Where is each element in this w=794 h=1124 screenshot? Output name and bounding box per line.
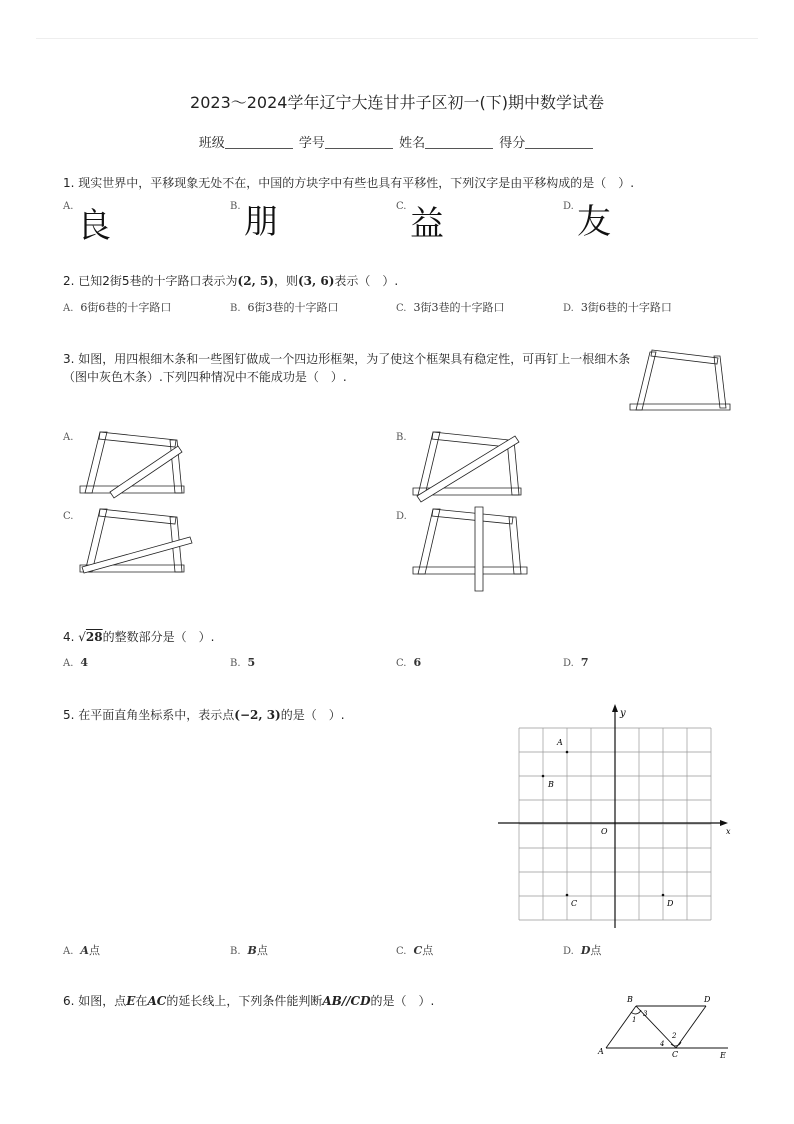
top-rule — [36, 38, 758, 39]
q6-text-a: 6. 如图，点 — [63, 994, 127, 1008]
option-label: B. — [230, 946, 241, 957]
angle-2-label: 2 — [672, 1032, 677, 1040]
option-label: D. — [563, 946, 574, 957]
page-title: 2023～2024学年辽宁大连甘井子区初一(下)期中数学试卷 — [190, 93, 604, 112]
option-text: 5 — [247, 656, 256, 669]
option-label: B. — [230, 201, 241, 212]
q1-option-b[interactable] — [230, 198, 278, 242]
q5-point: (−2, 3) — [234, 708, 281, 722]
q3-figure-b[interactable] — [411, 428, 526, 506]
point-b-label: B — [548, 780, 554, 789]
angle-1-label: 1 — [632, 1016, 637, 1024]
option-suffix: 点 — [422, 944, 434, 957]
q3-label-b[interactable]: B. — [396, 432, 407, 443]
q2-option-d[interactable] — [563, 299, 672, 315]
q3-label-d[interactable]: D. — [396, 511, 407, 522]
point-c — [566, 894, 569, 897]
q3-text-line2: （图中灰色木条）.下列四种情况中不能成功是（ ）. — [63, 370, 347, 384]
option-var: D — [580, 944, 591, 957]
q3-text-line1: 3. 如图，用四根细木条和一些图钉做成一个四边形框架，为了使这个框架具有稳定性，可再钉上一根细木条 — [63, 352, 631, 366]
student-no-blank[interactable] — [325, 136, 393, 149]
q5-option-d[interactable] — [563, 942, 601, 958]
option-text: 4 — [80, 656, 89, 669]
option-var: B — [247, 944, 257, 957]
option-text: 3街3巷的十字路口 — [413, 301, 505, 314]
q4-radicand: 28 — [85, 630, 103, 644]
q5-option-b[interactable] — [230, 942, 268, 958]
q1-text: 1. 现实世界中，平移现象无处不在，中国的方块字中有些也具有平移性，下列汉字是由平移构成的是（ ）. — [63, 176, 635, 190]
q6-text-c: 的延长线上，下列条件能判断 — [166, 994, 323, 1008]
q6-text-b: 在 — [135, 994, 148, 1008]
point-d — [662, 894, 665, 897]
q3-figure-a[interactable] — [78, 428, 188, 503]
point-d-label: D — [667, 899, 674, 908]
option-char: 益 — [410, 204, 444, 244]
option-label: C. — [396, 658, 407, 669]
line-cd — [676, 1006, 706, 1048]
option-char: 良 — [77, 206, 111, 246]
origin-label: O — [601, 827, 608, 836]
q5-text-a: 5. 在平面直角坐标系中，表示点 — [63, 708, 235, 722]
label-b: B — [627, 995, 633, 1004]
label-d: D — [704, 995, 711, 1004]
x-axis-arrow — [720, 820, 728, 826]
q4-text-b: 的整数部分是（ ）. — [102, 630, 215, 644]
label-a: A — [598, 1047, 604, 1056]
option-label: D. — [563, 658, 574, 669]
q4-option-c[interactable] — [396, 656, 421, 669]
y-axis-arrow — [612, 704, 618, 712]
q2-text-c: 表示（ ）. — [334, 274, 399, 288]
q2-point-1: (2, 5) — [237, 274, 274, 288]
q6-figure — [594, 992, 734, 1064]
q2-text-a: 2. 已知2街5巷的十字路口表示为 — [63, 274, 238, 288]
q2-text-b: ，则 — [273, 274, 298, 288]
q4-text — [63, 628, 214, 646]
q2-option-b[interactable] — [230, 299, 339, 315]
option-label: A. — [63, 946, 74, 957]
q2-point-2: (3, 6) — [297, 274, 335, 288]
q3-label-a[interactable]: A. — [63, 432, 74, 443]
option-label: B. — [230, 303, 241, 314]
x-axis-label: x — [726, 827, 731, 836]
label-e: E — [720, 1051, 726, 1060]
student-info — [0, 132, 794, 151]
q6-var-abcd: AB//CD — [322, 994, 371, 1008]
option-label: C. — [396, 201, 407, 212]
q1-option-d[interactable] — [563, 198, 611, 242]
option-label: A. — [63, 201, 74, 212]
class-blank[interactable] — [225, 136, 293, 149]
option-label: D. — [563, 303, 574, 314]
q5-option-a[interactable] — [63, 942, 100, 958]
line-bc — [636, 1006, 676, 1048]
sqrt-sign: √ — [78, 630, 86, 644]
q4-option-d[interactable] — [563, 656, 589, 669]
point-a — [566, 751, 569, 754]
q2-text — [63, 272, 398, 290]
q3-label-c[interactable]: C. — [63, 511, 74, 522]
angle-3-label: 3 — [643, 1010, 648, 1018]
q2-option-a[interactable] — [63, 299, 171, 315]
option-label: B. — [230, 658, 241, 669]
option-char: 友 — [577, 202, 611, 242]
option-suffix: 点 — [256, 944, 268, 957]
option-text: 6 — [413, 656, 422, 669]
name-label: 姓名 — [399, 136, 426, 151]
name-blank[interactable] — [425, 136, 493, 149]
q6-var-ac: AC — [147, 994, 167, 1008]
score-label: 得分 — [499, 136, 526, 151]
q4-option-a[interactable] — [63, 656, 88, 669]
y-axis-label: y — [620, 708, 626, 719]
option-label: A. — [63, 658, 74, 669]
point-b — [542, 775, 545, 778]
option-char: 朋 — [244, 202, 278, 242]
label-c: C — [672, 1050, 679, 1059]
q5-coordinate-grid — [498, 704, 734, 930]
q3-figure-d[interactable] — [411, 505, 531, 595]
option-suffix: 点 — [590, 944, 602, 957]
option-text: 7 — [580, 656, 589, 669]
q4-option-b[interactable] — [230, 656, 255, 669]
option-text: 6街6巷的十字路口 — [80, 301, 172, 314]
option-text: 3街6巷的十字路口 — [580, 301, 672, 314]
q1-option-c[interactable] — [396, 198, 444, 244]
option-label: D. — [563, 201, 574, 212]
q5-option-c[interactable] — [396, 942, 433, 958]
option-var: A — [80, 944, 89, 957]
option-suffix: 点 — [88, 944, 100, 957]
q3-main-figure — [630, 348, 735, 418]
option-var: C — [413, 944, 423, 957]
q5-text-b: 的是（ ）. — [280, 708, 345, 722]
q2-option-c[interactable] — [396, 299, 504, 315]
option-label: C. — [396, 303, 407, 314]
q5-text — [63, 706, 345, 724]
option-text: 6街3巷的十字路口 — [247, 301, 339, 314]
option-label: A. — [63, 303, 74, 314]
q6-text-d: 的是（ ）. — [370, 994, 435, 1008]
score-blank[interactable] — [525, 136, 593, 149]
point-c-label: C — [571, 899, 578, 908]
q4-text-a: 4. — [63, 630, 79, 644]
q3-figure-c[interactable] — [78, 505, 198, 580]
q6-var-e: E — [126, 994, 136, 1008]
class-label: 班级 — [198, 136, 225, 151]
point-a-label: A — [557, 738, 563, 747]
student-no-label: 学号 — [298, 136, 325, 151]
angle-4-label: 4 — [660, 1040, 665, 1048]
q6-text — [63, 992, 434, 1010]
option-label: C. — [396, 946, 407, 957]
q1-option-a[interactable] — [63, 198, 111, 246]
